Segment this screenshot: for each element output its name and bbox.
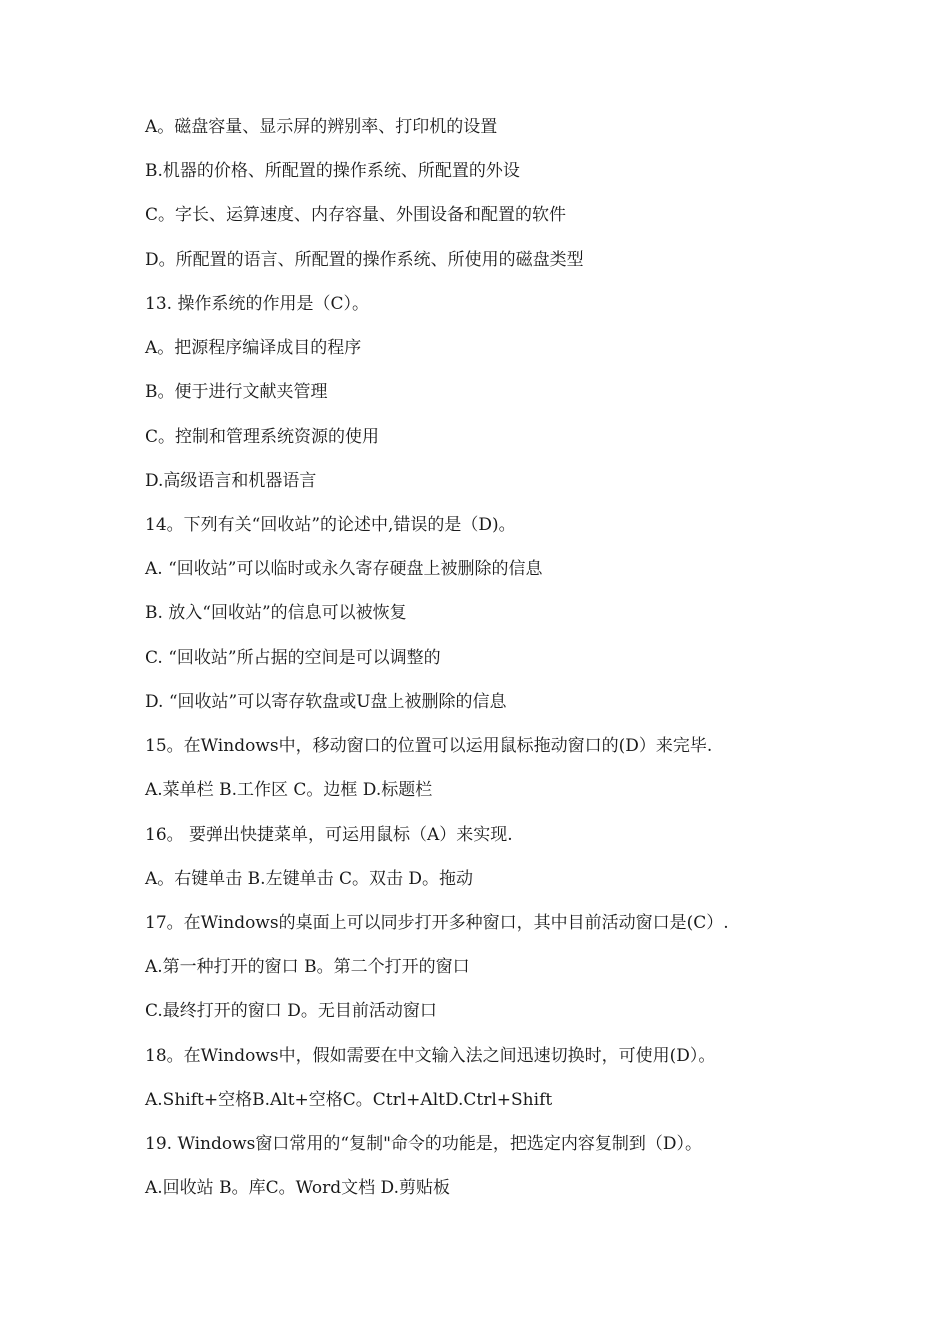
question-16: 16。 要弹出快捷菜单，可运用鼠标（A）来实现. bbox=[145, 825, 513, 845]
question-14: 14。下列有关“回收站”的论述中,错误的是（D)。 bbox=[145, 515, 516, 535]
option-line: A.第一种打开的窗口 B。第二个打开的窗口 bbox=[145, 957, 470, 977]
option-line: A。磁盘容量、显示屏的辨别率、打印机的设置 bbox=[145, 117, 498, 137]
option-line: C。字长、运算速度、内存容量、外围设备和配置的软件 bbox=[145, 205, 567, 225]
question-19: 19. Windows窗口常用的“复制"命令的功能是，把选定内容复制到（D）。 bbox=[145, 1134, 703, 1154]
option-line: A.菜单栏 B.工作区 C。边框 D.标题栏 bbox=[145, 780, 433, 800]
option-line: A。把源程序编译成目的程序 bbox=[145, 338, 362, 358]
option-line: A.Shift+空格B.Alt+空格C。Ctrl+AltD.Ctrl+Shift bbox=[145, 1090, 553, 1110]
question-13: 13. 操作系统的作用是（C）。 bbox=[145, 294, 369, 314]
option-line: D.高级语言和机器语言 bbox=[145, 471, 317, 491]
question-15: 15。在Windows中，移动窗口的位置可以运用鼠标拖动窗口的(D）来完毕. bbox=[145, 736, 713, 756]
option-line: A。右键单击 B.左键单击 C。双击 D。拖动 bbox=[145, 869, 474, 889]
option-line: C.最终打开的窗口 D。无目前活动窗口 bbox=[145, 1001, 437, 1021]
option-line: B。便于进行文献夹管理 bbox=[145, 382, 328, 402]
option-line: B.机器的价格、所配置的操作系统、所配置的外设 bbox=[145, 161, 520, 181]
option-line: A.回收站 B。库C。Word文档 D.剪贴板 bbox=[145, 1178, 450, 1198]
option-line: C。控制和管理系统资源的使用 bbox=[145, 427, 380, 447]
question-18: 18。在Windows中，假如需要在中文输入法之间迅速切换时，可使用(D）。 bbox=[145, 1046, 716, 1066]
option-line: D。所配置的语言、所配置的操作系统、所使用的磁盘类型 bbox=[145, 250, 584, 270]
option-line: C. “回收站”所占据的空间是可以调整的 bbox=[145, 648, 441, 668]
option-line: B. 放入“回收站”的信息可以被恢复 bbox=[145, 603, 407, 623]
option-line: D. “回收站”可以寄存软盘或U盘上被删除的信息 bbox=[145, 692, 507, 712]
option-line: A. “回收站”可以临时或永久寄存硬盘上被删除的信息 bbox=[145, 559, 543, 579]
question-17: 17。在Windows的桌面上可以同步打开多种窗口，其中目前活动窗口是(C）. bbox=[145, 913, 729, 933]
